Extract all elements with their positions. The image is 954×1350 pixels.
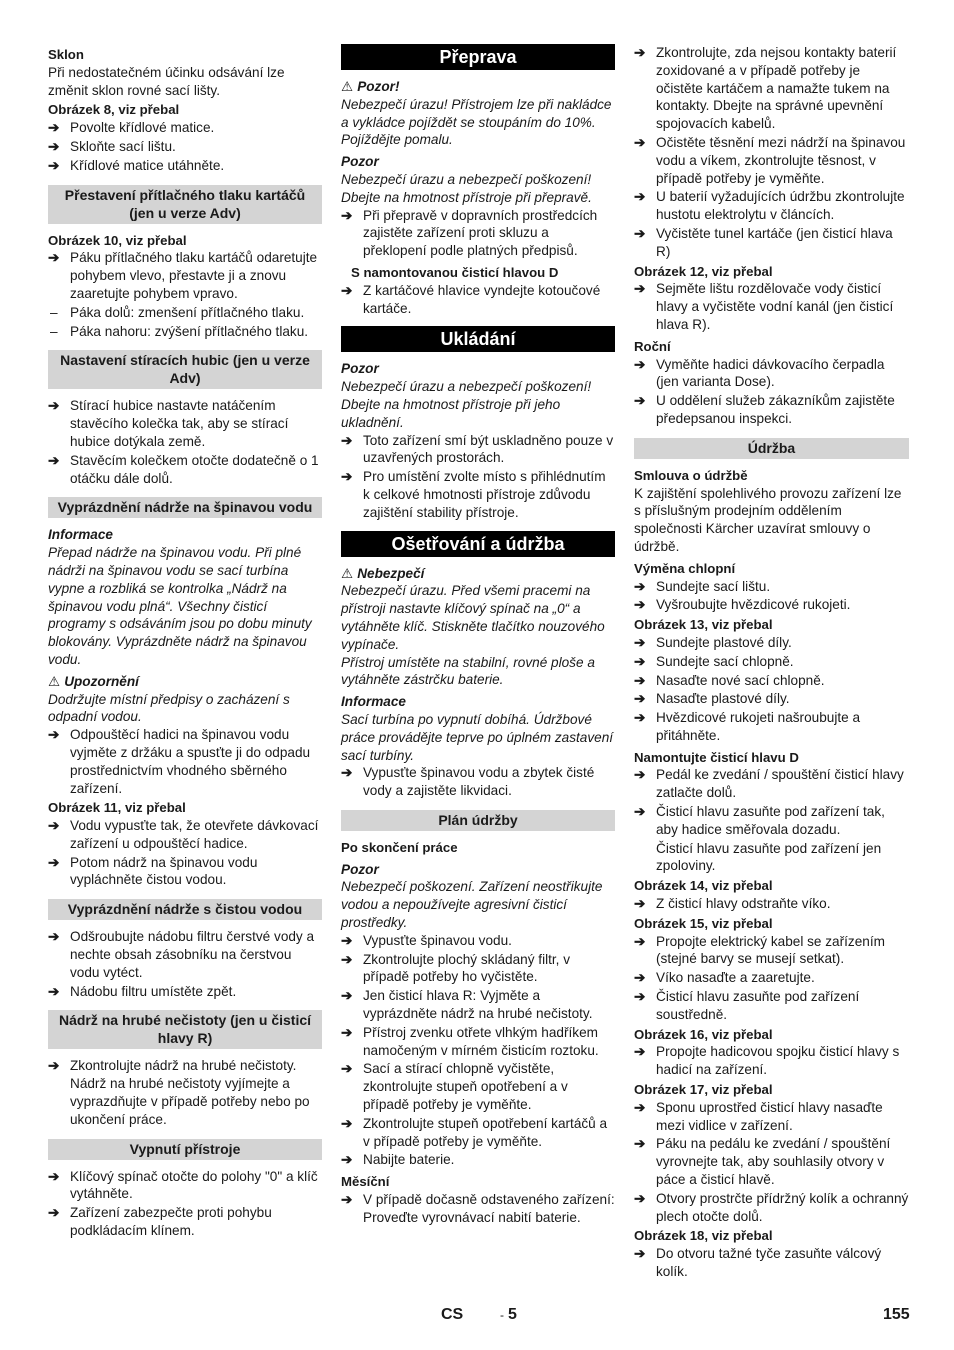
warning-icon: ⚠: [48, 673, 61, 689]
arrow-icon: ➔: [48, 818, 60, 834]
list-item: [48, 1204, 322, 1240]
list-item: [48, 138, 322, 156]
list-item: [634, 1043, 909, 1079]
figure-ref: Obrázek 11, viz přebal: [48, 800, 186, 816]
item-text: Křídlové matice utáhněte.: [70, 157, 225, 173]
step-list: [48, 397, 322, 487]
subheading: Roční: [634, 338, 671, 354]
item-text: Vypusťte špinavou vodu a zbytek čisté vody a zajistěte likvidaci.: [363, 765, 595, 799]
column-1: [48, 44, 322, 1241]
arrow-icon: ➔: [48, 929, 60, 945]
arrow-icon: ➔: [48, 157, 60, 173]
arrow-icon: ➔: [634, 281, 646, 297]
item-text: Nasaďte nové sací chlopně.: [656, 672, 825, 688]
arrow-icon: ➔: [341, 432, 353, 448]
list-item: [48, 726, 322, 797]
step-list: [341, 282, 615, 318]
step-list: [634, 933, 909, 1024]
arrow-icon: ➔: [341, 1192, 353, 1208]
info-label: Informace: [48, 527, 113, 543]
list-item: [634, 1099, 909, 1135]
step-list: [341, 764, 615, 800]
arrow-icon: ➔: [48, 250, 60, 266]
list-item: [634, 578, 909, 596]
item-text: Povolte křídlové matice.: [70, 120, 215, 136]
item-text: Jen čisticí hlava R: Vyjměte a vyprázdněte nádrž na hrubé nečistoty.: [363, 988, 593, 1022]
item-text: Sejměte lištu rozdělovače vody čisticí hlavy a vyčistěte vodní kanál (jen čisticí hlava R).: [656, 281, 894, 332]
section-header: Nastavení stíracích hubic (jen u verze Adv): [48, 350, 322, 389]
caution-text: Nebezpečí úrazu! Přístrojem lze při nakládce a vykládce pojíždět se stoupáním do 10%. Pojíždějte pomalu.: [341, 96, 612, 148]
item-text: Víko nasaďte a zaaretujte.: [656, 970, 815, 986]
item-text: Zkontrolujte stupeň opotřebení kartáčů a v případě potřeby je vyměňte.: [363, 1115, 608, 1149]
warning-text: Dodržujte místní předpisy o zacházení s odpadní vodou.: [48, 691, 290, 725]
caution-text: Nebezpečí poškození. Zařízení neostřikujte vodou a nepoužívejte agresivní čisticí prostředky.: [341, 879, 603, 931]
list-item: [48, 304, 322, 322]
warning-icon: ⚠: [341, 565, 354, 581]
step-list: [634, 1099, 909, 1226]
item-text: V případě dočasně odstaveného zařízení: Proveďte vyrovnávací nabití baterie.: [363, 1192, 615, 1225]
arrow-icon: ➔: [341, 207, 353, 223]
paragraph: Při nedostatečném účinku odsávání lze změnit sklon rovné sací lišty.: [48, 64, 285, 98]
item-text: Nasaďte plastové díly.: [656, 691, 790, 707]
item-text: Zkontrolujte nádrž na hrubé nečistoty. Nádrž na hrubé nečistoty vyjímejte a vyprazdňujte v případě potřeby nebo po ukončení práce.: [70, 1058, 310, 1127]
arrow-icon: ➔: [341, 282, 353, 298]
subheading: Smlouva o údržbě: [634, 467, 748, 483]
list-item: [634, 653, 909, 671]
list-item: [341, 1115, 615, 1151]
list-item: [634, 356, 909, 392]
subheading: Výměna chlopní: [634, 560, 736, 576]
item-text: Vyčistěte tunel kartáče (jen čisticí hlava R): [656, 225, 893, 259]
arrow-icon: ➔: [634, 597, 646, 613]
step-list: [48, 817, 322, 889]
item-text: Zkontrolujte, zda nejsou kontakty baterií zoxidované a v případě potřeby je očistěte kartáčem a namažte tukem na kontakty. Dbejte na správné upevnění spojovacích kabelů.: [656, 45, 897, 132]
arrow-icon: ➔: [634, 970, 646, 986]
arrow-icon: ➔: [634, 578, 646, 594]
subheading: S namontovanou čisticí hlavou D: [351, 264, 559, 280]
item-text: Nabijte baterie.: [363, 1152, 455, 1168]
step-list: [341, 432, 615, 522]
arrow-icon: ➔: [634, 653, 646, 669]
list-item: [48, 323, 322, 341]
list-item: [341, 1151, 615, 1169]
list-item: [341, 951, 615, 987]
arrow-icon: ➔: [634, 1190, 646, 1206]
item-text: Do otvoru tažné tyče zasuňte válcový kolík.: [656, 1246, 882, 1279]
item-text: Hvězdicové rukojeti našroubujte a přitáhněte.: [656, 710, 861, 743]
item-text: Pro umístění zvolte místo s přihlédnutím k celkové hmotnosti přístroje zdůvodu zajištění stability přístroje.: [363, 469, 606, 520]
footer-section-page-number: 5: [508, 1306, 517, 1323]
arrow-icon: ➔: [634, 691, 646, 707]
item-text: Pedál ke zvedání / spouštění čisticí hlavy zatlačte dolů.: [656, 767, 904, 801]
subheading: Měsíční: [341, 1174, 390, 1190]
caution-label: [341, 78, 615, 96]
item-text: Nádobu filtru umístěte zpět.: [70, 983, 237, 999]
danger-text: Nebezpečí úrazu. Před všemi pracemi na přístroji nastavte klíčový spínač na „0“ a vytáhněte klíč. Stiskněte tlačítko nouzového vypínače.: [341, 583, 605, 652]
list-item: [634, 690, 909, 708]
item-text: Páka dolů: zmenšení přítlačného tlaku.: [70, 304, 305, 320]
step-list: [634, 1043, 909, 1079]
list-item: [634, 1135, 909, 1188]
item-text: Sundejte sací chlopně.: [656, 653, 794, 669]
info-text: Sací turbína po vypnutí dobíhá. Údržbové práce provádějte teprve po úplném zastavení sací turbíny.: [341, 711, 614, 763]
list-item: [634, 672, 909, 690]
figure-ref: Obrázek 14, viz přebal: [634, 878, 773, 894]
arrow-icon: ➔: [634, 933, 646, 949]
arrow-icon: ➔: [48, 983, 60, 999]
step-list: [48, 1168, 322, 1240]
section-header: Nádrž na hrubé nečistoty (jen u čisticí hlavy R): [48, 1010, 322, 1049]
item-text: Páka nahoru: zvýšení přítlačného tlaku.: [70, 323, 309, 339]
section-header: Údržba: [634, 438, 909, 459]
footer-dash: -: [500, 1308, 504, 1322]
item-text: Propojte hadicovou spojku čisticí hlavy s hadicí na zařízení.: [656, 1044, 900, 1078]
arrow-icon: ➔: [634, 896, 646, 912]
step-list: [634, 280, 909, 333]
figure-ref: Obrázek 16, viz přebal: [634, 1026, 773, 1042]
arrow-icon: ➔: [634, 672, 646, 688]
section-header: Vypnutí přístroje: [48, 1139, 322, 1160]
caution-label: Pozor: [341, 361, 379, 377]
warning-icon: ⚠: [341, 79, 354, 94]
arrow-icon: ➔: [48, 854, 60, 870]
step-list: [634, 356, 909, 428]
figure-ref: Obrázek 18, viz přebal: [634, 1228, 773, 1244]
arrow-icon: ➔: [634, 1246, 646, 1262]
caution-label: Pozor: [341, 861, 379, 877]
arrow-icon: ➔: [341, 1115, 353, 1131]
danger-label-text: Nebezpečí: [357, 565, 425, 581]
step-list: [48, 928, 322, 1000]
arrow-icon: ➔: [634, 1136, 646, 1152]
section-header: Přestavení přítlačného tlaku kartáčů (jen u verze Adv): [48, 185, 322, 224]
arrow-icon: ➔: [48, 452, 60, 468]
caution-text: Nebezpečí úrazu a nebezpečí poškození! Dbejte na hmotnost přístroje při jeho ukladnění.: [341, 379, 592, 430]
arrow-icon: ➔: [48, 1205, 60, 1221]
list-item: [341, 932, 615, 950]
step-list: [48, 726, 322, 797]
arrow-icon: ➔: [48, 120, 60, 136]
arrow-icon: ➔: [341, 1024, 353, 1040]
step-list: [634, 1245, 909, 1281]
list-item: [634, 1245, 909, 1281]
chapter-header: Ošetřování a údržba: [341, 531, 615, 557]
list-item: [341, 432, 615, 468]
item-text: Při přepravě v dopravních prostředcích zajistěte zařízení proti skluzu a překlopení podle platných předpisů.: [363, 207, 598, 259]
list-item: [48, 928, 322, 981]
subheading: Po skončení práce: [341, 839, 458, 855]
section-header: Plán údržby: [341, 810, 615, 831]
item-text: Zařízení zabezpečte proti pohybu podkládacím klínem.: [70, 1205, 272, 1239]
item-text: Propojte elektrický kabel se zařízením (stejné barvy se musejí setkat).: [656, 933, 885, 967]
figure-ref: Obrázek 10, viz přebal: [48, 232, 187, 248]
column-2: [341, 44, 615, 1228]
list-item: [634, 134, 909, 187]
arrow-icon: ➔: [634, 989, 646, 1005]
item-text: Potom nádrž na špinavou vodu vypláchněte čistou vodou.: [70, 854, 258, 888]
list-item: [634, 988, 909, 1024]
heading-sklon: Sklon: [48, 47, 84, 62]
arrow-icon: ➔: [634, 1099, 646, 1115]
list-item: [634, 803, 909, 839]
step-list: [48, 1057, 322, 1128]
list-item: [634, 766, 909, 802]
list-item: [634, 392, 909, 428]
item-text: Z kartáčové hlavice vyndejte kotoučové kartáče.: [363, 282, 601, 316]
arrow-icon: ➔: [341, 988, 353, 1004]
item-text: Přístroj zvenku otřete vlhkým hadříkem namočeným v mírném čisticím roztoku.: [363, 1024, 599, 1058]
dash-icon: –: [50, 304, 58, 320]
figure-ref: Obrázek 17, viz přebal: [634, 1082, 773, 1098]
list-item: [48, 1057, 322, 1128]
danger-text: Přístroj umístěte na stabilní, rovné ploše a vytáhněte zástrčku baterie.: [341, 654, 595, 688]
list-item: [634, 596, 909, 614]
list-item: [341, 1060, 615, 1113]
arrow-icon: ➔: [48, 1168, 60, 1184]
item-text: U baterií vyžadujících údržbu zkontrolujte hustotu elektrolytu v článcích.: [656, 189, 905, 223]
info-text: Přepad nádrže na špinavou vodu. Při plné nádrži na špinavou vodu se sací turbína vypne a rozbliká se kontrolka „Nádrž na špinavou vodu plná“. Všechny čisticí programy s odsáváním jsou po dobu minuty blokovány. Vyprázdněte nádrž na špinavou vodu.: [48, 545, 312, 667]
figure-ref: Obrázek 12, viz přebal: [634, 263, 773, 279]
item-text: Skloňte sací lištu.: [70, 138, 176, 154]
item-text: Sací a stírací chlopně vyčistěte, zkontrolujte stupeň opotřebení a v případě potřeby je vyměňte.: [363, 1061, 568, 1113]
footer-language: CS: [441, 1306, 464, 1323]
step-list: [634, 634, 909, 745]
arrow-icon: ➔: [341, 1061, 353, 1077]
item-text: Vyšroubujte hvězdicové rukojeti.: [656, 597, 851, 613]
chapter-header: Přeprava: [341, 44, 615, 70]
arrow-icon: ➔: [341, 951, 353, 967]
arrow-icon: ➔: [634, 804, 646, 820]
arrow-icon: ➔: [48, 138, 60, 154]
arrow-icon: ➔: [634, 45, 646, 60]
list-item: [48, 452, 322, 488]
list-item: [634, 709, 909, 745]
caution-label-text: Pozor!: [357, 79, 400, 94]
item-text: Vyměňte hadici dávkovacího čerpadla (jen varianta Dose).: [656, 356, 885, 390]
item-text: Otvory prostrčte přídržný kolík a ochranný plech otočte dolů.: [656, 1190, 909, 1224]
warning-label-text: Upozornění: [64, 673, 139, 689]
list-item: [341, 1191, 615, 1227]
arrow-icon: ➔: [634, 356, 646, 372]
list-item: [634, 969, 909, 987]
list-item: [634, 225, 909, 261]
list-item: [634, 634, 909, 652]
list-item: [341, 282, 615, 318]
arrow-icon: ➔: [634, 710, 646, 726]
paragraph: Čisticí hlavu zasuňte pod zařízení jen zpoloviny.: [656, 840, 882, 874]
arrow-icon: ➔: [634, 393, 646, 409]
item-text: Páku přítlačného tlaku kartáčů odaretujte pohybem vlevo, přestavte ji a znovu zaaretujte pohybem vpravo.: [70, 250, 318, 301]
list-item: [48, 249, 322, 302]
item-text: Sundejte sací lištu.: [656, 578, 771, 594]
list-item: [634, 44, 909, 133]
list-item: [634, 1190, 909, 1226]
arrow-icon: ➔: [634, 189, 646, 205]
danger-label: [341, 565, 615, 583]
list-item: [341, 207, 615, 260]
arrow-icon: ➔: [634, 634, 646, 650]
step-list: [341, 1191, 615, 1227]
item-text: Z čisticí hlavy odstraňte víko.: [656, 896, 831, 912]
list-item: [634, 933, 909, 969]
arrow-icon: ➔: [634, 134, 646, 150]
arrow-icon: ➔: [634, 1044, 646, 1060]
list-item: [341, 987, 615, 1023]
list-item: [48, 119, 322, 137]
item-text: Sundejte plastové díly.: [656, 634, 792, 650]
list-item: [48, 1168, 322, 1204]
step-list: [634, 44, 909, 261]
list-item: [48, 817, 322, 853]
item-text: Stírací hubice nastavte natáčením stavěcího kolečka tak, aby se stírací hubice dotýkala země.: [70, 398, 289, 449]
arrow-icon: ➔: [341, 469, 353, 485]
list-item: [634, 895, 909, 913]
footer-page-number: 155: [883, 1306, 910, 1323]
step-list: [48, 119, 322, 174]
list-item: [634, 280, 909, 333]
subheading: Namontujte čisticí hlavu D: [634, 749, 799, 765]
item-text: Toto zařízení smí být uskladněno pouze v uzavřených prostorách.: [363, 432, 614, 466]
item-text: Vypusťte špinavou vodu.: [363, 932, 512, 948]
arrow-icon: ➔: [341, 1152, 353, 1168]
paragraph: K zajištění spolehlivého provozu zařízení lze s příslušným prodejním oddělením společnosti Kärcher uzavírat smlouvy o údržbě.: [634, 485, 902, 554]
arrow-icon: ➔: [341, 932, 353, 948]
section-header: Vyprázdnění nádrže s čistou vodou: [48, 899, 322, 920]
item-text: Páku na pedálu ke zvedání / spouštění vyrovnejte tak, aby souhlasily otvory v páce a čisticí hlavě.: [656, 1136, 891, 1188]
step-list: [634, 578, 909, 615]
item-text: Zkontrolujte plochý skládaný filtr, v případě potřeby ho vyčistěte.: [363, 951, 571, 985]
list-item: [48, 983, 322, 1001]
step-list: [341, 207, 615, 260]
step-list: [341, 932, 615, 1169]
arrow-icon: ➔: [634, 225, 646, 241]
caution-label: Pozor: [341, 154, 379, 170]
column-3: [634, 44, 909, 1282]
step-list: [634, 895, 909, 913]
list-item: [341, 1024, 615, 1060]
arrow-icon: ➔: [341, 765, 353, 781]
item-text: Vodu vypusťte tak, že otevřete dávkovací zařízení u odpouštěcí hadice.: [70, 818, 319, 851]
dash-icon: –: [50, 323, 58, 339]
list-item: [634, 188, 909, 224]
arrow-icon: ➔: [48, 398, 60, 414]
figure-ref: Obrázek 8, viz přebal: [48, 102, 180, 118]
caution-text: Nebezpečí úrazu a nebezpečí poškození! Dbejte na hmotnost přístroje při přepravě.: [341, 171, 592, 205]
item-text: Čisticí hlavu zasuňte pod zařízení soustředně.: [656, 989, 860, 1022]
list-item: [48, 854, 322, 890]
item-text: Klíčový spínač otočte do polohy "0" a klíč vytáhněte.: [70, 1168, 318, 1202]
figure-ref: Obrázek 13, viz přebal: [634, 617, 773, 633]
item-text: Sponu uprostřed čisticí hlavy nasaďte mezi vidlice v zařízení.: [656, 1099, 883, 1133]
warning-label: [48, 673, 322, 691]
step-list: [48, 249, 322, 340]
step-list: [634, 766, 909, 838]
list-item: [341, 764, 615, 800]
item-text: Stavěcím kolečkem otočte dodatečně o 1 otáčku dále dolů.: [70, 452, 319, 486]
arrow-icon: ➔: [634, 767, 646, 783]
chapter-header: Ukládání: [341, 326, 615, 352]
item-text: Odšroubujte nádobu filtru čerstvé vody a nechte obsah zásobníku na čerstvou vodu vytéct.: [70, 929, 315, 980]
item-text: Čisticí hlavu zasuňte pod zařízení tak, aby hadice směřovala dozadu.: [656, 804, 885, 837]
item-text: Očistěte těsnění mezi nádrží na špinavou vodu a víkem, zkontrolujte těsnost, v případě potřeby je vyměňte.: [656, 134, 906, 186]
info-label: Informace: [341, 694, 406, 710]
figure-ref: Obrázek 15, viz přebal: [634, 915, 773, 931]
section-header: Vyprázdnění nádrže na špinavou vodu: [48, 497, 322, 518]
list-item: [341, 468, 615, 521]
list-item: [48, 157, 322, 175]
list-item: [48, 397, 322, 450]
item-text: U oddělení služeb zákazníkům zajistěte předepsanou inspekci.: [656, 393, 895, 426]
arrow-icon: ➔: [48, 727, 60, 743]
item-text: Odpouštěcí hadici na špinavou vodu vyjměte z držáku a spusťte ji do odpadu prostřednictvím vhodného sběrného zařízení.: [70, 727, 311, 796]
footer-section-page: [500, 1306, 517, 1325]
arrow-icon: ➔: [48, 1058, 60, 1074]
